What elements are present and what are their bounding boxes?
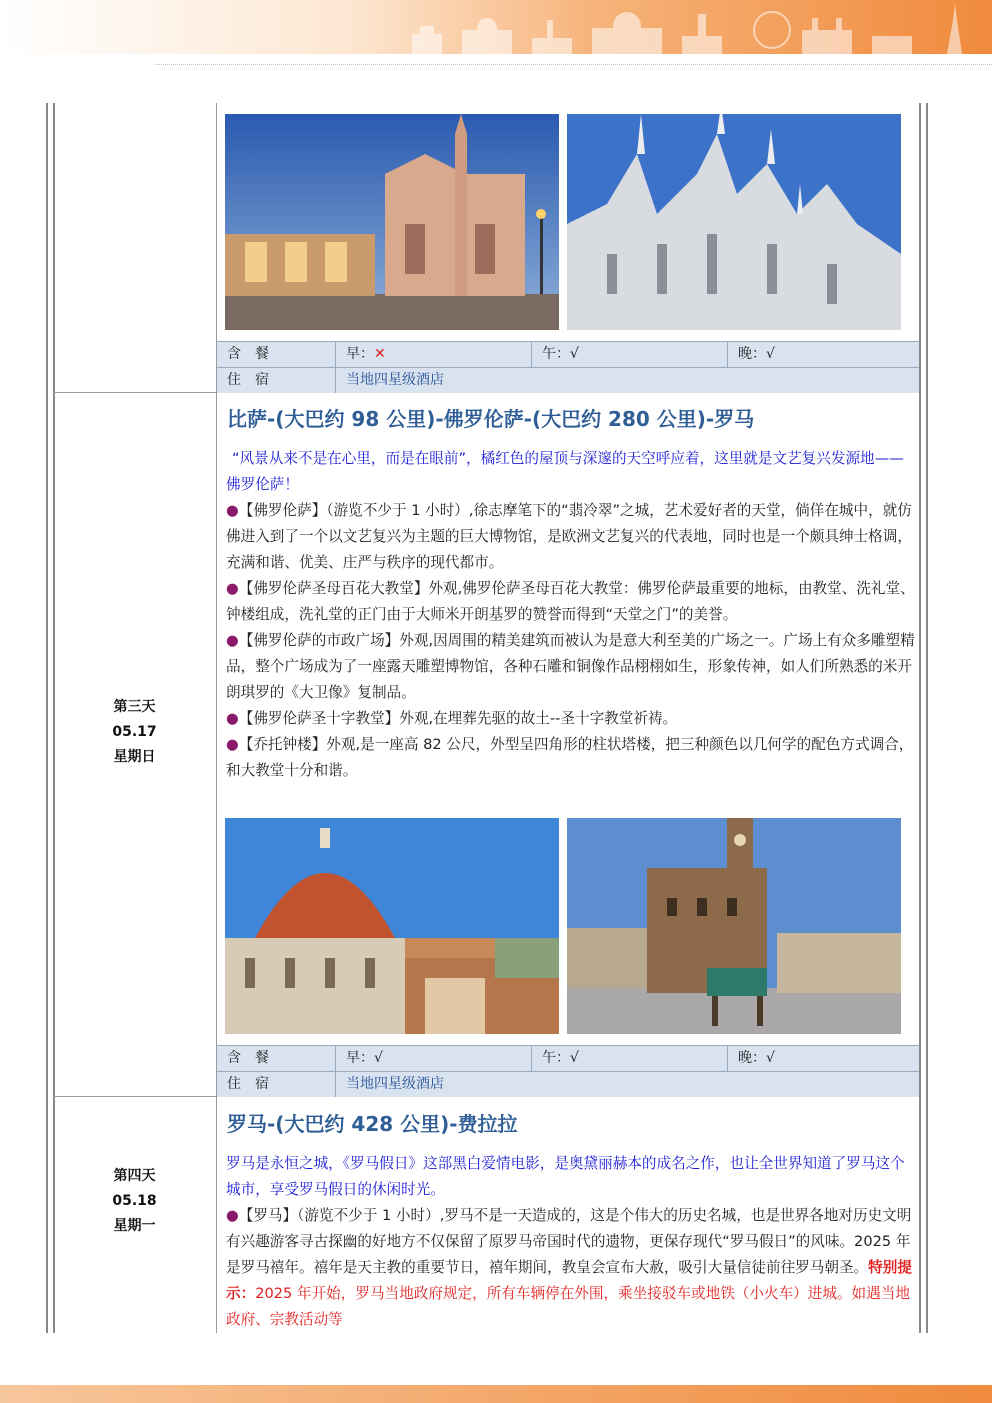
list-item [226,498,916,576]
table-column-divider [216,103,217,1333]
day4-label [53,1164,216,1239]
header-banner [0,0,992,54]
day-number: 第四天 [113,1168,156,1184]
day4-description [226,1151,916,1333]
lodging-row [217,1071,919,1097]
notice-label: 特别提示： [226,1259,912,1302]
meals-row [217,1045,919,1071]
bullet-icon: ● [226,502,239,519]
day3-label [53,695,216,770]
meals-label: 含餐 [227,1050,283,1066]
item-text: 【佛罗伦萨】（游览不少于 1 小时）,徐志摩笔下的“翡冷翠”之城，艺术爱好者的天堂，倘佯在城中，就仿佛进入到了一个以文艺复兴为主题的巨大博物馆，是欧洲文艺复兴的代表地，同时也是一个颇具绅士格调，充满和谐、优美、庄严与秩序的现代都市。 [226,502,912,571]
lodging-label: 住宿 [227,372,283,388]
list-item [226,706,916,732]
milan-cathedral-spires-photo [567,114,901,330]
lodging-row [217,367,919,393]
notice-text: 2025 年开始，罗马当地政府规定，所有车辆停在外围，乘坐接驳车或地铁（小火车）进城。如遇当地政府、宗教活动等 [226,1285,910,1328]
bullet-icon: ● [226,736,239,753]
day-weekday: 星期日 [113,749,156,765]
meals-label: 含餐 [227,346,283,362]
lunch-cell: 午：√ [531,1046,727,1071]
breakfast-cell [335,342,531,367]
lodging-label: 住宿 [227,1076,283,1092]
dinner-cell: 晚：√ [727,1046,919,1071]
item-text: 【佛罗伦萨圣十字教堂】外观,在埋葬先驱的故土--圣十字教堂祈祷。 [238,710,678,727]
item-text: 【乔托钟楼】外观,是一座高 82 公尺，外型呈四角形的柱状塔楼，把三种颜色以几何学的配色方式调合，和大教堂十分和谐。 [226,736,914,779]
day3-title: 比萨-(大巴约 98 公里)-佛罗伦萨-(大巴约 280 公里)-罗马 [227,407,755,431]
milan-cathedral-dusk-photo [225,114,559,330]
florence-signoria-square-photo [567,818,901,1034]
table-right-border [919,103,928,1333]
list-item [226,1203,916,1333]
breakfast-none-mark: ✕ [374,346,386,362]
footer-banner [0,1385,992,1403]
hotel-cell: 当地四星级酒店 [335,1072,919,1097]
item-text: 【佛罗伦萨的市政广场】外观,因周围的精美建筑而被认为是意大利至美的广场之一。广场上有众多雕塑精品，整个广场成为了一座露天雕塑博物馆，各种石雕和铜像作品栩栩如生，形象传神，如人们所熟悉的米开朗琪罗的《大卫像》复制品。 [226,632,915,701]
day3-description [226,446,916,784]
item-text: 【佛罗伦萨圣母百花大教堂】外观,佛罗伦萨圣母百花大教堂：佛罗伦萨最重要的地标，由教堂、洗礼堂、钟楼组成，洗礼堂的正门由于大师米开朗基罗的赞誉而得到“天堂之门”的美誉。 [226,580,915,623]
breakfast-cell: 早：√ [335,1046,531,1071]
day-weekday: 星期一 [113,1218,156,1234]
bullet-icon: ● [226,1207,239,1224]
day-date: 05.18 [112,1193,157,1209]
skyline-illustration [372,0,992,54]
day-number: 第三天 [113,699,156,715]
hotel-cell: 当地四星级酒店 [335,368,919,393]
day-date: 05.17 [112,724,157,740]
bullet-icon: ● [226,632,239,649]
dinner-cell: 晚：√ [727,342,919,367]
bullet-icon: ● [226,580,239,597]
header-rule [155,64,992,65]
item-text: 【罗马】（游览不少于 1 小时）,罗马不是一天造成的，这是个伟大的历史名城，也是世界各地对历史文明有兴趣游客寻古探幽的好地方不仅保留了原罗马帝国时代的遗物，更保存现代“罗马假日”的风味。2025 年是罗马禧年。禧年是天主教的重要节日，禧年期间，教皇会宣布大赦，吸引大量信徒前往罗马朝圣。 [226,1207,912,1276]
list-item [226,628,916,706]
list-item [226,732,916,784]
bullet-icon: ● [226,710,239,727]
lunch-cell: 午：√ [531,342,727,367]
day4-title: 罗马-(大巴约 428 公里)-费拉拉 [227,1112,518,1136]
day4-intro: 罗马是永恒之城，《罗马假日》这部黑白爱情电影，是奥黛丽赫本的成名之作，也让全世界知道了罗马这个城市，享受罗马假日的休闲时光。 [226,1155,905,1198]
meals-row [217,341,919,367]
florence-duomo-photo [225,818,559,1034]
breakfast-text: 早： [346,346,374,362]
day3-intro: “风景从来不是在心里，而是在眼前”，橘红色的屋顶与深邃的天空呼应着，这里就是文艺复兴发源地——佛罗伦萨！ [226,450,904,493]
list-item [226,576,916,628]
